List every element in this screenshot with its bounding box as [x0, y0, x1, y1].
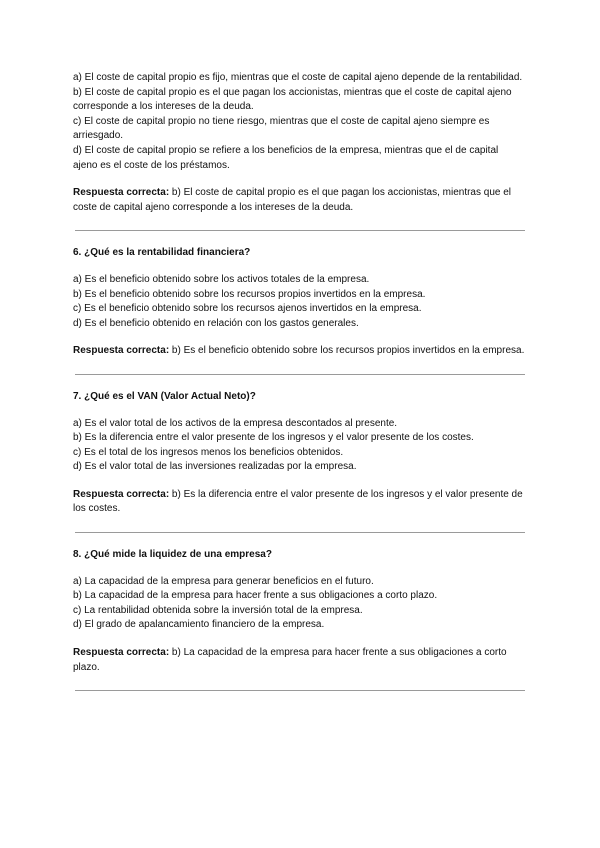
- answer-label: Respuesta correcta:: [73, 345, 170, 357]
- option-c: c) El coste de capital propio no tiene riesgo, mientras que el coste de capital ajeno siempre es arriesgado.: [73, 115, 490, 142]
- question-block-7: [73, 390, 525, 533]
- option-a: a) Es el valor total de los activos de la empresa descontados al presente.: [73, 417, 398, 429]
- answer-text: b) El coste de capital propio es el que pagan los accionistas, mientras que el coste de capital ajeno corresponde a los intereses de la deuda.: [73, 187, 512, 213]
- answer-label: Respuesta correcta:: [73, 187, 170, 199]
- correct-answer: [73, 488, 525, 517]
- divider: [75, 690, 525, 691]
- page-content: [73, 71, 525, 691]
- question-block-6: [73, 246, 525, 375]
- option-d: d) Es el beneficio obtenido en relación con los gastos generales.: [73, 317, 359, 329]
- answer-label: Respuesta correcta:: [73, 647, 170, 659]
- correct-answer: [73, 344, 525, 359]
- option-d: d) El coste de capital propio se refiere a los beneficios de la empresa, mientras que el de capital ajeno es el coste de los préstamos.: [73, 144, 499, 171]
- option-a: a) Es el beneficio obtenido sobre los activos totales de la empresa.: [73, 273, 370, 285]
- answer-text: b) Es la diferencia entre el valor presente de los ingresos y el valor presente de los costes.: [73, 488, 523, 515]
- correct-answer: [73, 646, 525, 675]
- option-b: b) El coste de capital propio es el que pagan los accionistas, mientras que el coste de capital ajeno corresponde a los intereses de la deuda.: [73, 86, 512, 113]
- divider: [75, 532, 525, 533]
- answer-text: b) Es el beneficio obtenido sobre los recursos propios invertidos en la empresa.: [169, 345, 525, 357]
- option-b: b) La capacidad de la empresa para hacer frente a sus obligaciones a corto plazo.: [73, 590, 438, 602]
- answer-text: b) La capacidad de la empresa para hacer frente a sus obligaciones a corto plazo.: [73, 647, 507, 673]
- divider: [75, 230, 525, 231]
- option-b: b) Es la diferencia entre el valor presente de los ingresos y el valor presente de los costes.: [73, 432, 474, 444]
- question-title: 7. ¿Qué es el VAN (Valor Actual Neto)?: [73, 390, 256, 402]
- option-b: b) Es el beneficio obtenido sobre los recursos propios invertidos en la empresa.: [73, 288, 426, 300]
- option-d: d) El grado de apalancamiento financiero de la empresa.: [73, 619, 325, 631]
- correct-answer: [73, 186, 525, 215]
- option-a: a) El coste de capital propio es fijo, mientras que el coste de capital ajeno depende de la rentabilidad.: [73, 72, 523, 83]
- question-block-5: [73, 71, 525, 231]
- option-d: d) Es el valor total de las inversiones realizadas por la empresa.: [73, 461, 357, 473]
- option-a: a) La capacidad de la empresa para generar beneficios en el futuro.: [73, 575, 374, 587]
- option-c: c) La rentabilidad obtenida sobre la inversión total de la empresa.: [73, 604, 363, 616]
- question-title: 8. ¿Qué mide la liquidez de una empresa?: [73, 549, 272, 561]
- question-block-8: [73, 548, 525, 691]
- option-c: c) Es el beneficio obtenido sobre los recursos ajenos invertidos en la empresa.: [73, 303, 422, 315]
- divider: [75, 374, 525, 375]
- option-c: c) Es el total de los ingresos menos los beneficios obtenidos.: [73, 446, 344, 458]
- question-title: 6. ¿Qué es la rentabilidad financiera?: [73, 247, 251, 259]
- answer-label: Respuesta correcta:: [73, 488, 170, 500]
